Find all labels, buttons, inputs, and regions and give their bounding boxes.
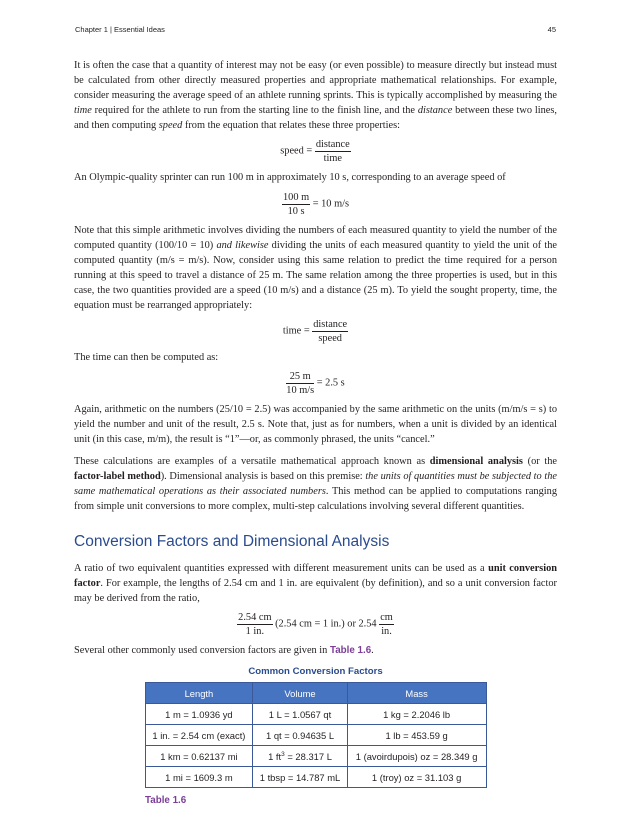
table-cell: 1 (troy) oz = 31.103 g [347,767,486,788]
table-row [145,704,486,725]
paragraph-conversion-factor: A ratio of two equivalent quantities expressed with different measurement units can be used as a unit conversion factor. For example, the lengths of 2.54 cm and 1 in. are equivalent (by definition), and so a unit conversion factor may be derived from the ratio, [74,562,557,605]
paragraph-table-reference: Several other commonly used conversion factors are given in Table 1.6. [74,645,374,657]
table-row [145,767,486,788]
paragraph-intro: It is often the case that a quantity of interest may not be easy (or even possible) to measure directly but instead must be calculated from other directly measured properties and appropriate mathematical relationships. For example, consider measuring the average speed of an athlete running sprints. This is typically accomplished by measuring the time required for the athlete to run from the starting line to the finish line, and the distance between these two lines, and then computing speed from the equation that relates these three properties: [74,60,557,132]
page-body [74,58,557,806]
paragraph-units-cancel: Again, arithmetic on the numbers (25/10 = 2.5) was accompanied by the same arithmetic on the units (m/m/s = s) to yield the number and unit of the result, 2.5 s. Note that, just as for numbers, when a unit is divided by an identical unit (in this case, m/m), the result is “1”—or, as commonly phrased, the units “cancel.” [74,404,557,446]
column-header-mass: Mass [347,683,486,704]
equation-speed: speed = $\frac{\text{distance}}{\text{time}}$ [280,139,350,165]
table-title: Common Conversion Factors [248,666,383,678]
table-cell: 1 mi = 1609.3 m [145,767,253,788]
table-cell: 1 km = 0.62137 mi [145,746,253,767]
table-row [145,746,486,767]
table-row [145,725,486,746]
table-cell-cubic-foot: 1 $ft^3 = 28.317$ L [253,746,347,767]
table-cell: 1 L = 1.0567 qt [253,704,347,725]
table-cell: 1 kg = 2.2046 lb [347,704,486,725]
table-cell: 1 m = 1.0936 yd [145,704,253,725]
table-cell: 1 lb = 453.59 g [347,725,486,746]
table-cell: 1 tbsp = 14.787 mL [253,767,347,788]
table-caption: Table 1.6 [145,795,187,807]
table-header-row [145,683,486,704]
paragraph-sprinter: An Olympic-quality sprinter can run 100 m in approximately 10 s, corresponding to an average speed of [74,172,506,184]
equation-time-result: $\frac{25 m}{10 m/s}$ = 2.5 s [286,371,345,397]
running-header-chapter: Chapter 1 | Essential Ideas [75,25,165,34]
column-header-volume: Volume [253,683,347,704]
column-header-length: Length [145,683,253,704]
conversion-factors-table [145,682,487,788]
equation-average-speed: $\frac{100 m}{10 s}$ = 10 m/s [282,191,350,217]
paragraph-time-computed: The time can then be computed as: [74,352,219,364]
paragraph-arithmetic-note: Note that this simple arithmetic involves dividing the numbers of each measured quantity to yield the number of the computed quantity (100/10 = 10) and likewise dividing the units of each measured quantity to yield the unit of the computed quantity (m/s = m/s). Now, consider using this same relation to predict the time required for a person running at this speed to travel a distance of 25 m. The same relation among the three properties is used, but in this case, the two quantities provided are a speed (10 m/s) and a distance (25 m). To yield the sought property, time, the equation must be rearranged appropriately: [74,224,558,312]
equation-time: time = $\frac{\text{distance}}{\text{speed}}$ [282,319,348,345]
page-number: 45 [547,25,556,34]
paragraph-dimensional-analysis: These calculations are examples of a versatile mathematical approach known as dimensional analysis (or the factor-label method). Dimensional analysis is based on this premise: the units of quantities must be subjected to the same mathematical operations as their associated numbers. This method can be applied to computations ranging from simple unit conversions to more complex, multi-step calculations involving several different quantities. [74,455,558,512]
table-cell: 1 (avoirdupois) oz = 28.349 g [347,746,486,767]
equation-conversion-ratio: $\frac{2.54 cm}{1 in.}$ (2.54 cm = 1 in.) or 2.54 $\frac{cm}{in.}$ [238,612,393,638]
table-cell: 1 qt = 0.94635 L [253,725,347,746]
table-cell: 1 in. = 2.54 cm (exact) [145,725,253,746]
table-link[interactable]: Table 1.6 [329,645,372,657]
section-heading: Conversion Factors and Dimensional Analysis [74,532,390,550]
